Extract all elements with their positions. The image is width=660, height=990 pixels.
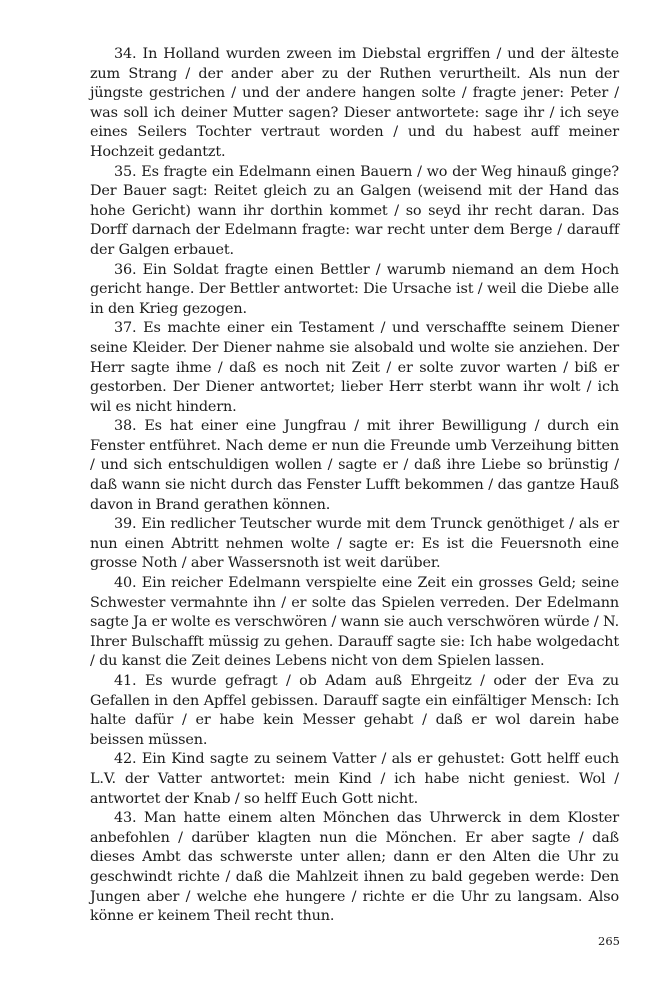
anecdote-number: 35.: [114, 163, 137, 180]
anecdote-text: Ein Soldat fragte einen Bettler / warumb niemand an dem Hoch gericht hange. Der Bettler antwortet: Die Ursache ist / weil die Diebe alle in den Krieg gezogen.: [90, 261, 619, 317]
anecdote-number: 39.: [114, 516, 137, 533]
anecdote-number: 42.: [114, 751, 137, 768]
anecdote-number: 40.: [114, 575, 137, 592]
anecdote-42: [90, 750, 619, 809]
anecdote-text: Ein reicher Edelmann verspielte eine Zeit ein grosses Geld; seine Schwester vermahnte ihn / er solte das Spielen verreden. Der Edelmann sagte Ja er wolte es verschwören / wann sie auch verschwören würde / N. Ihrer Bulschafft müssig zu gehen. Darauff sagte sie: Ich habe wolgedacht / du kanst die Zeit deines Lebens nicht von dem Spielen lassen.: [90, 575, 619, 670]
anecdote-text: Es machte einer ein Testament / und verschaffte seinem Diener seine Kleider. Der Diener nahme sie alsobald und wolte sie anziehen. Der Herr sagte ihme / daß es noch nit Zeit / er solte zuvor warten / biß er gestorben. Der Diener antwortet; lieber Herr sterbt wann ihr wolt / ich wil es nicht hindern.: [90, 320, 619, 415]
anecdote-34: [90, 45, 619, 163]
anecdote-text: Es wurde gefragt / ob Adam auß Ehrgeitz / oder der Eva zu Gefallen in den Apffel gebissen. Darauff sagte ein einfältiger Mensch: Ich halte dafür / er habe kein Messer gehabt / daß er wol darein habe beissen müssen.: [90, 673, 619, 748]
anecdote-37: [90, 319, 619, 417]
anecdote-number: 37.: [114, 320, 137, 337]
anecdote-text: Ein redlicher Teutscher wurde mit dem Trunck genöthiget / als er nun einen Abtritt nehmen wolte / sagte er: Es ist die Feuersnoth eine grosse Noth / aber Wassersnoth ist weit darüber.: [90, 516, 619, 572]
anecdote-number: 41.: [114, 673, 137, 689]
page-number: 265: [598, 934, 620, 948]
anecdote-text: Man hatte einem alten Mönchen das Uhrwerck in dem Kloster anbefohlen / darüber klagten nun die Mönchen. Er aber sagte / daß dieses Ambt das schwerste unter allen; dann er den Alten die Uhr zu geschwindt richte / daß die Mahlzeit ihnen zu bald gegeben werde: Den Jungen aber / welche ehe hungere / richte er die Uhr zu langsam. Also könne er keinem Theil recht thun.: [90, 810, 619, 925]
anecdote-35: [90, 163, 619, 261]
anecdote-36: [90, 261, 619, 320]
anecdote-text: Ein Kind sagte zu seinem Vatter / als er gehustet: Gott helff euch L.V. der Vatter antwortet: mein Kind / ich habe nicht geniest. Wol / antwortet der Knab / so helff Euch Gott nicht.: [90, 751, 619, 807]
anecdote-number: 34.: [114, 46, 137, 62]
anecdote-40: [90, 574, 619, 672]
anecdote-number: 38.: [114, 418, 137, 435]
anecdote-38: [90, 417, 619, 515]
anecdote-41: [90, 672, 619, 750]
anecdote-text: In Holland wurden zween im Diebstal ergriffen / und der älteste zum Strang / der ander aber zu der Ruthen verurtheilt. Als nun der jüngste gestrichen / und der andere hangen solte / fragte jener: Peter / was soll ich deiner Mutter sagen? Dieser antwortete: sage ihr / ich seye eines Seilers Tochter vertraut worden / und du habest auff meiner Hochzeit gedantzt.: [90, 46, 620, 160]
anecdote-number: 43.: [114, 810, 137, 827]
anecdote-list: [90, 45, 619, 927]
anecdote-43: [90, 809, 619, 927]
anecdote-39: [90, 515, 619, 574]
anecdote-text: Es fragte ein Edelmann einen Bauern / wo der Weg hinauß ginge? Der Bauer sagt: Reitet gleich zu an Galgen (weisend mit der Hand das hohe Gericht) wann ihr dorthin kommet / so seyd ihr recht daran. Das Dorff darnach der Edelmann fragte: war recht unter dem Berge / darauff der Galgen erbauet.: [90, 163, 619, 258]
anecdote-number: 36.: [114, 261, 137, 278]
anecdote-text: Es hat einer eine Jungfrau / mit ihrer Bewilligung / durch ein Fenster entführet. Nach deme er nun die Freunde umb Verzeihung bitten / und sich entschuldigen wollen / sagte er / daß ihre Liebe so brünstig / daß wann sie nicht durch das Fenster Lufft bekommen / das gantze Hauß davon in Brand gerathen können.: [90, 418, 619, 513]
